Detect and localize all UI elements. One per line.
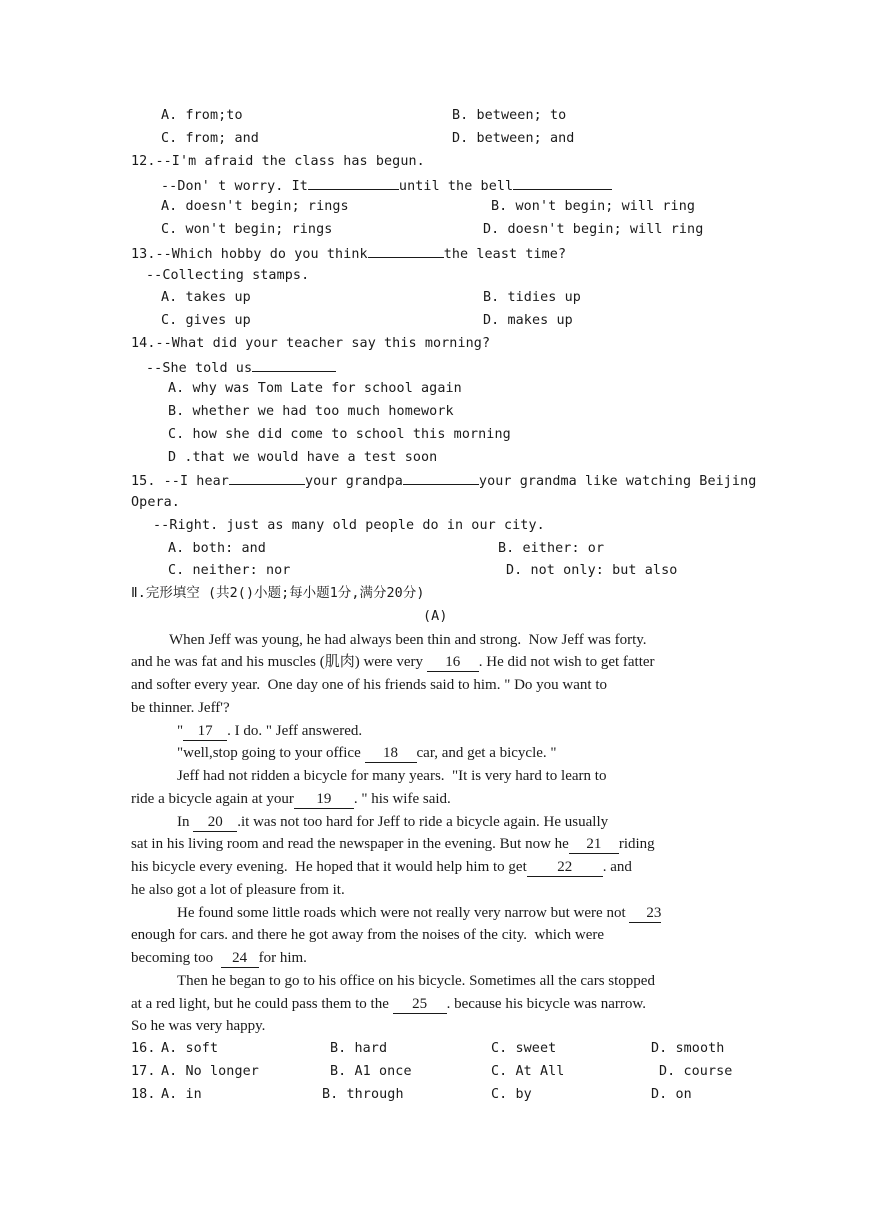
passage-text: for him. [258,950,307,966]
q13-option-a: A. takes up [161,290,251,305]
q12-reply [161,174,612,196]
q14-option-a: A. why was Tom Late for school again [168,381,462,396]
q13-stem-part: 13.--Which hobby do you think [131,247,368,262]
blank-22: 22 [527,859,603,877]
q13-stem [131,242,566,264]
passage-text: . He did not wish to get fatter [478,654,655,670]
answer-option-d: D. smooth [651,1041,725,1056]
passage-text: becoming too [131,950,221,966]
passage-text: "well,stop going to your office [177,745,365,761]
passage-line: he also got a lot of pleasure from it. [131,882,345,898]
q13-blank [368,242,444,258]
passage-line: be thinner. Jeff'? [131,700,230,716]
q13-option-c: C. gives up [161,313,251,328]
blank-21: 21 [569,836,619,854]
passage-line [177,902,661,924]
answer-option-c: C. by [491,1087,532,1102]
passage-line: and softer every year. One day one of his friends said to him. " Do you want to [131,677,608,693]
q15-option-b: B. either: or [498,541,605,556]
q13-option-d: D. makes up [483,313,573,328]
blank-17: 17 [183,723,227,741]
passage-text: . " his wife said. [353,791,451,807]
passage-text: . and [602,859,632,875]
answer-option-a: A. No longer [161,1064,259,1079]
q12-option-b: B. won't begin; will ring [491,199,696,214]
blank-20: 20 [193,814,237,832]
q15-stem-continued: Opera. [131,495,180,510]
q14-blank [252,356,336,372]
q13-stem-part: the least time? [443,247,567,262]
answer-option-d: D. on [651,1087,692,1102]
q11-option-a: A. from;to [161,108,243,123]
q15-stem-part: 15. --I hear [131,474,229,489]
passage-line [177,720,362,742]
q12-stem: 12.--I'm afraid the class has begun. [131,154,425,169]
q15-stem-part: your grandpa [304,474,403,489]
q12-option-a: A. doesn't begin; rings [161,199,349,214]
answer-option-b: B. hard [330,1041,388,1056]
answer-option-b: B. through [322,1087,404,1102]
answer-option-d: D. course [659,1064,733,1079]
q14-reply [146,356,336,378]
q15-stem [131,469,756,491]
q15-reply: --Right. just as many old people do in our city. [153,518,545,533]
passage-text: In [177,814,194,830]
q14-reply-part: --She told us [146,361,253,376]
q14-option-d: D .that we would have a test soon [168,450,438,465]
q14-option-c: C. how she did come to school this morning [168,427,511,442]
answer-option-a: A. soft [161,1041,219,1056]
blank-18: 18 [365,745,417,763]
q15-option-d: D. not only: but also [506,563,678,578]
blank-23: 23 [629,905,661,923]
passage-label: (A) [423,609,448,624]
q11-option-b: B. between; to [452,108,567,123]
passage-text: his bicycle every evening. He hoped that it would help him to get [131,859,527,875]
q15-stem-part: your grandma like watching Beijing [478,474,757,489]
blank-24: 24 [221,950,259,968]
answer-option-a: A. in [161,1087,202,1102]
passage-text: sat in his living room and read the newspaper in the evening. But now he [131,836,569,852]
passage-text: car, and get a bicycle. " [416,745,557,761]
blank-16: 16 [427,654,479,672]
passage-text: " [177,723,184,739]
q15-option-c: C. neither: nor [168,563,291,578]
passage-text: He found some little roads which were not really very narrow but were not [177,905,630,921]
passage-text: .it was not too hard for Jeff to ride a bicycle again. He usually [237,814,609,830]
passage-text: and he was fat and his muscles (肌肉) were very [131,654,427,670]
section-heading: Ⅱ.完形填空 (共2()小题;每小题1分,满分20分) [131,586,425,601]
passage-line [131,788,451,810]
answer-option-c: C. sweet [491,1041,557,1056]
q12-option-d: D. doesn't begin; will ring [483,222,704,237]
passage-line: Jeff had not ridden a bicycle for many years. "It is very hard to learn to [177,768,607,784]
q11-option-d: D. between; and [452,131,575,146]
q12-blank-1 [308,174,399,190]
passage-text: riding [618,836,655,852]
q14-option-b: B. whether we had too much homework [168,404,454,419]
blank-25: 25 [393,996,447,1014]
answer-option-c: C. At All [491,1064,565,1079]
q15-blank-1 [229,469,305,485]
answer-option-b: B. A1 once [330,1064,412,1079]
passage-line [131,947,307,969]
passage-line [131,833,655,855]
passage-line [131,651,655,673]
q11-option-c: C. from; and [161,131,259,146]
q13-reply: --Collecting stamps. [146,268,310,283]
passage-line [131,856,632,878]
passage-line: enough for cars. and there he got away from the noises of the city. which were [131,927,605,943]
answer-number: 17. [131,1064,156,1079]
passage-text: . I do. " Jeff answered. [227,723,363,739]
passage-line: Then he began to go to his office on his bicycle. Sometimes all the cars stopped [177,973,655,989]
passage-text: ride a bicycle again at your [131,791,294,807]
answer-number: 16. [131,1041,156,1056]
q15-option-a: A. both: and [168,541,266,556]
q12-option-c: C. won't begin; rings [161,222,333,237]
blank-19: 19 [294,791,354,809]
passage-line [131,993,646,1015]
q12-reply-part: until the bell [398,179,514,194]
q14-stem: 14.--What did your teacher say this morning? [131,336,491,351]
passage-line: So he was very happy. [131,1018,266,1034]
answer-number: 18. [131,1087,156,1102]
q12-blank-2 [513,174,612,190]
passage-line [177,742,557,764]
passage-text: at a red light, but he could pass them to the [131,996,393,1012]
passage-line: When Jeff was young, he had always been thin and strong. Now Jeff was forty. [169,632,647,648]
q12-reply-part: --Don' t worry. It [161,179,308,194]
passage-line [177,811,608,833]
q15-blank-2 [403,469,479,485]
passage-text: . because his bicycle was narrow. [446,996,646,1012]
q13-option-b: B. tidies up [483,290,581,305]
